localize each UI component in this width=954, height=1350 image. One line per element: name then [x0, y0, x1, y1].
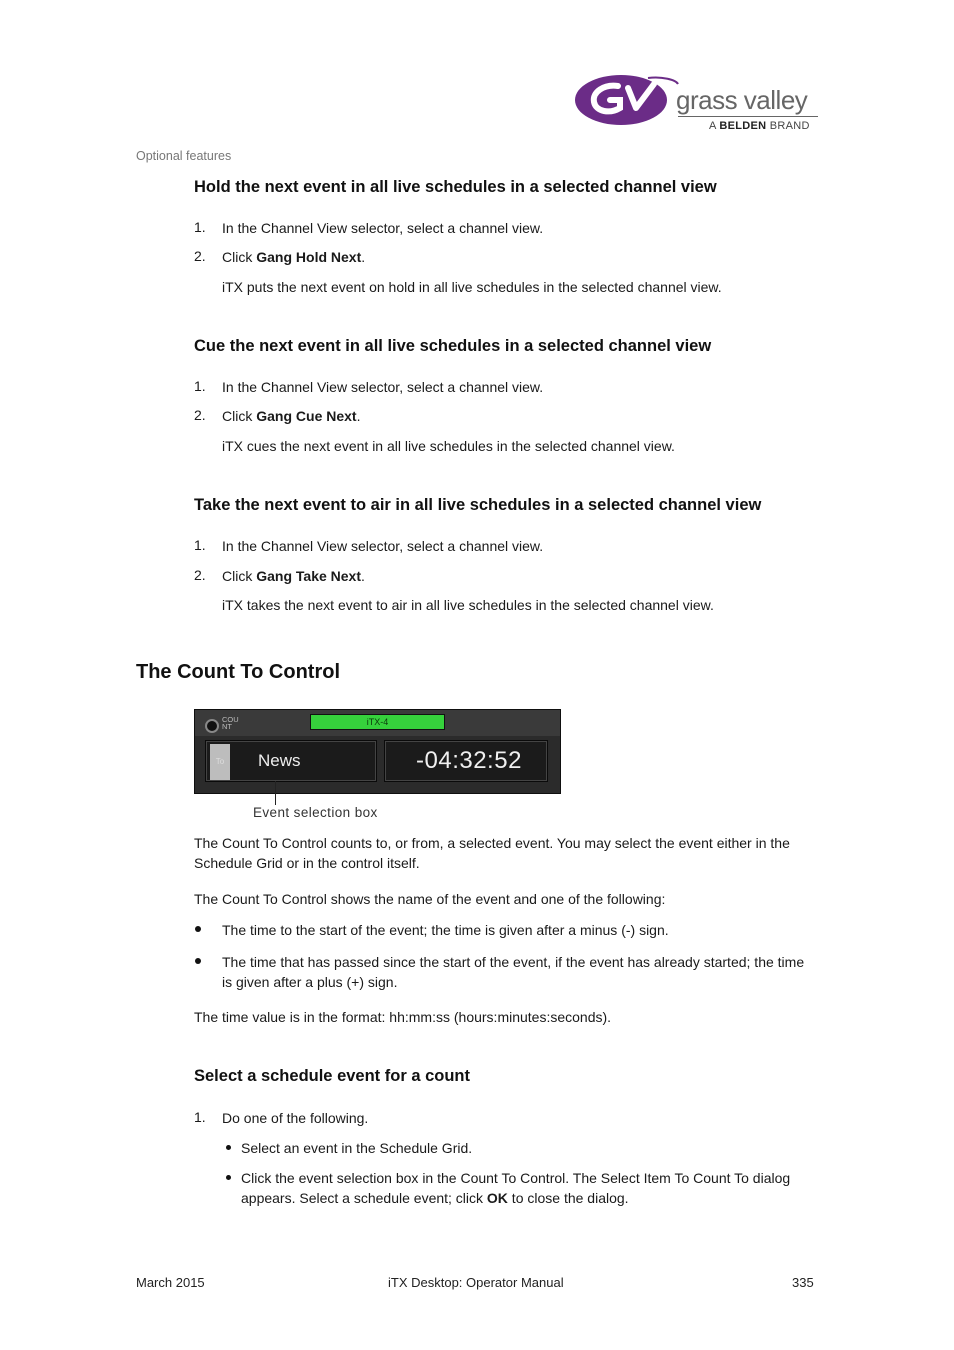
bullet-icon	[226, 1175, 231, 1180]
callout-label: Event selection box	[253, 805, 378, 820]
paragraph: The Count To Control shows the name of the event and one of the following:	[194, 891, 666, 907]
countdown-value: -04:32:52	[416, 747, 522, 774]
bullet-icon	[226, 1145, 231, 1150]
step-number: 2.	[194, 567, 206, 583]
step-result: iTX cues the next event in all live schedules in the selected channel view.	[222, 438, 675, 454]
ui-label-gang-hold-next: Gang Hold Next	[256, 249, 362, 265]
step-number: 1.	[194, 219, 206, 235]
footer-page-number: 335	[792, 1275, 814, 1290]
countdown-display	[384, 740, 548, 782]
callout-line	[275, 781, 276, 805]
bullet-icon	[195, 926, 201, 932]
bullet-text: The time that has passed since the start of the event, if the event has already started; the time is given after a plus (+) sign.	[222, 954, 805, 990]
step-number: 2.	[194, 248, 206, 264]
step-text: Click Gang Take Next.	[222, 568, 365, 584]
count-to-control-widget	[194, 709, 561, 794]
step-text: In the Channel View selector, select a channel view.	[222, 220, 544, 236]
heading-cue-next: Cue the next event in all live schedules in a selected channel view	[194, 337, 712, 355]
ui-label-ok: OK	[486, 1190, 508, 1206]
channel-indicator: iTX-4	[310, 714, 445, 730]
step-text: In the Channel View selector, select a channel view.	[222, 379, 544, 395]
logo-divider	[678, 116, 818, 117]
ui-label-gang-take-next: Gang Take Next	[256, 568, 362, 584]
step-number: 1.	[194, 378, 206, 394]
heading-count-to-control: The Count To Control	[136, 661, 341, 683]
step-text: In the Channel View selector, select a channel view.	[222, 538, 544, 554]
step-text: Click Gang Hold Next.	[222, 249, 366, 265]
footer-title: iTX Desktop: Operator Manual	[388, 1275, 564, 1290]
step-number: 1.	[194, 537, 206, 553]
step-number: 2.	[194, 407, 206, 423]
heading-hold-next: Hold the next event in all live schedules in a selected channel view	[194, 178, 717, 196]
section-label: Optional features	[136, 149, 232, 163]
logo-wordmark: grass valley	[676, 85, 808, 115]
step-number: 1.	[194, 1109, 206, 1125]
heading-select-event: Select a schedule event for a count	[194, 1067, 471, 1085]
ui-label-gang-cue-next: Gang Cue Next	[256, 408, 357, 424]
heading-take-next: Take the next event to air in all live schedules in a selected channel view	[194, 496, 762, 514]
event-selection-box[interactable]	[205, 740, 377, 782]
step-text: Click Gang Cue Next.	[222, 408, 361, 424]
sub-bullet-text: Select an event in the Schedule Grid.	[241, 1140, 473, 1156]
step-result: iTX takes the next event to air in all live schedules in the selected channel view.	[222, 597, 714, 613]
to-tab: To	[210, 744, 230, 780]
bullet-text: The time to the start of the event; the time is given after a minus (-) sign.	[222, 922, 669, 938]
footer-date: March 2015	[136, 1275, 205, 1290]
event-name: News	[258, 751, 301, 770]
sub-bullet-text: Click the event selection box in the Count To Control. The Select Item To Count To dialog appears. Select a schedule event; click OK to close the dialog.	[241, 1170, 791, 1206]
count-radio-icon[interactable]	[205, 719, 219, 733]
count-label: COU NT	[222, 715, 239, 731]
bullet-icon	[195, 958, 201, 964]
paragraph: The time value is in the format: hh:mm:ss (hours:minutes:seconds).	[194, 1009, 612, 1025]
paragraph: The Count To Control counts to, or from, a selected event. You may select the event either in the Schedule Grid or in the control itself.	[194, 835, 790, 871]
logo-tagline: A BELDEN BRAND	[709, 120, 810, 132]
step-result: iTX puts the next event on hold in all live schedules in the selected channel view.	[222, 279, 722, 295]
grass-valley-logo-mark	[574, 72, 680, 128]
step-text: Do one of the following.	[222, 1110, 369, 1126]
